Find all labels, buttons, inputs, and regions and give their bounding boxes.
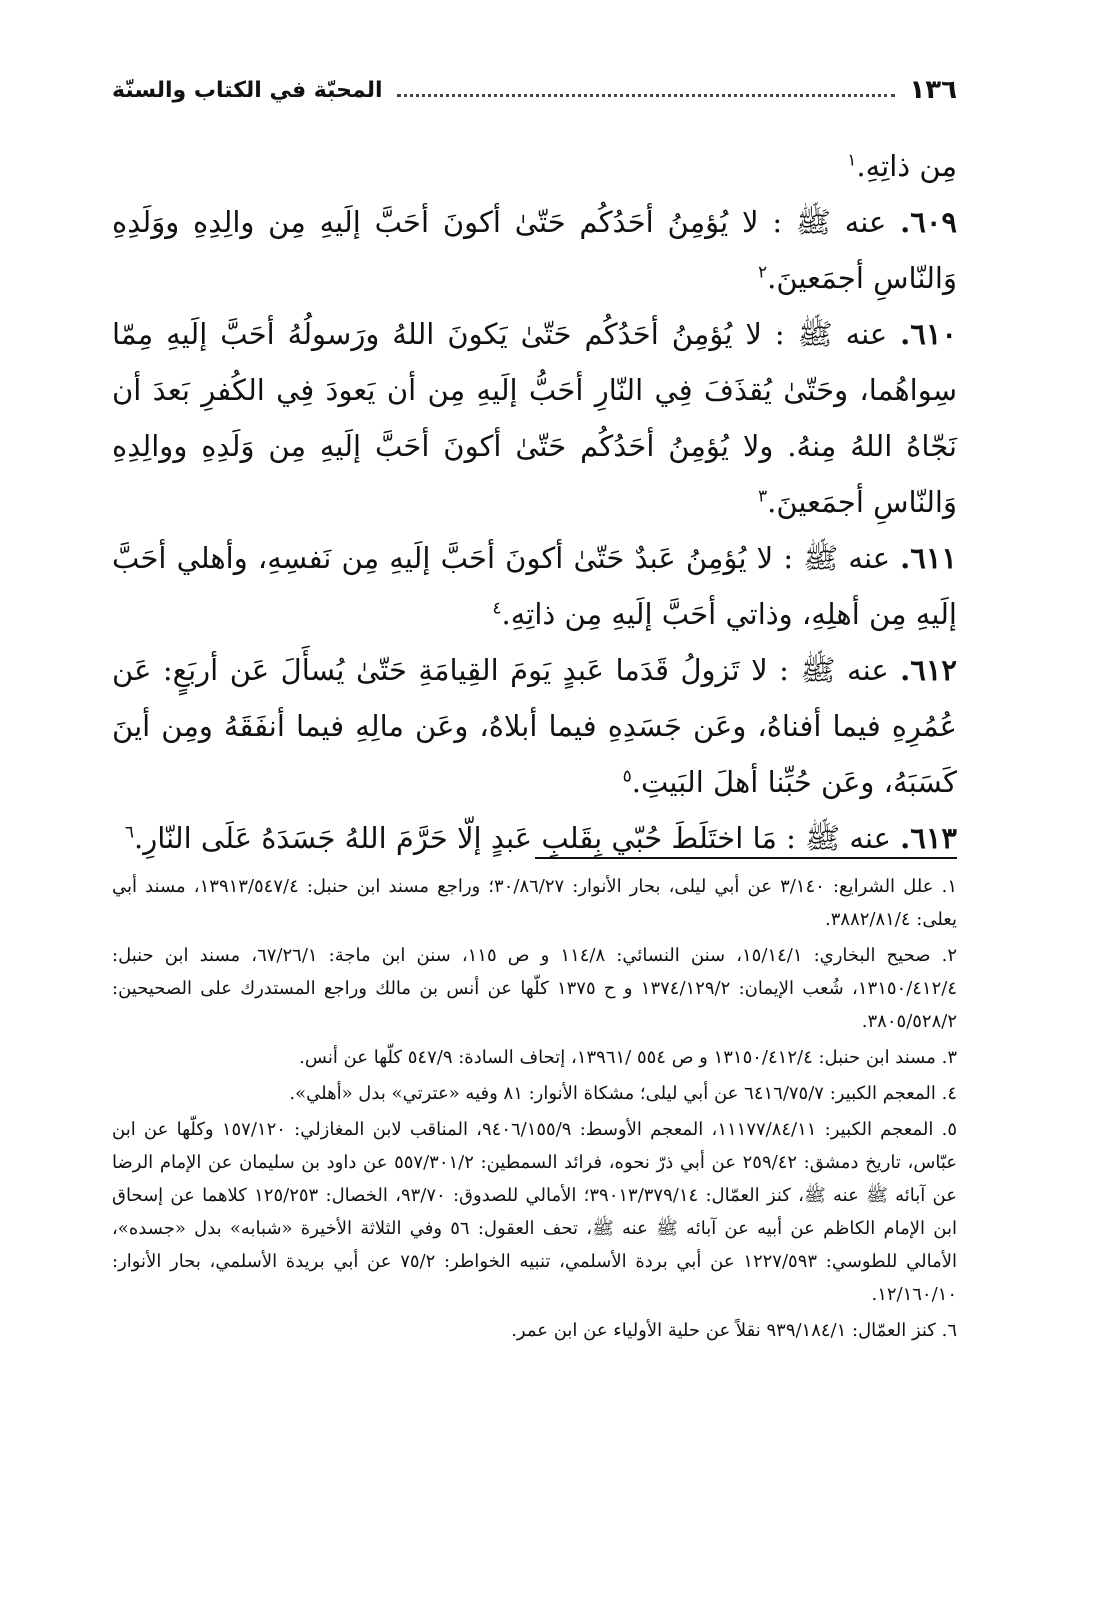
hadith-610 xyxy=(112,306,957,530)
continuation-text: مِن ذاتِهِ. xyxy=(856,149,957,183)
footnote-4: ٤. المعجم الكبير: ٦٤١٦/٧٥/٧ عن أبي ليلى؛ مشكاة الأنوار: ٨١ وفيه «عترتي» بدل «أهلي». xyxy=(289,1083,957,1104)
hadith-text: عنه ﷺ : لا يُؤمِنُ أحَدُكُم حَتّىٰ يَكونَ اللهُ ورَسولُهُ أحَبَّ إلَيهِ مِمّا سِواهُما، وحَتّىٰ يُقذَفَ فِي النّارِ أحَبُّ إلَيهِ مِن أن يَعودَ فِي الكُفرِ بَعدَ أن نَجّاهُ اللهُ مِنهُ. ولا يُؤمِنُ أحَدُكُم حَتّىٰ أكونَ أحَبَّ إلَيهِ مِن وَلَدِهِ ووالِدِهِ وَالنّاسِ أجمَعينَ. xyxy=(112,317,957,519)
hadith-612 xyxy=(112,642,957,810)
header-dotted-leader xyxy=(397,94,896,97)
hadith-text: عنه ﷺ : لا تَزولُ قَدَما عَبدٍ يَومَ القِيامَةِ حَتّىٰ يُسأَلَ عَن أربَعٍ: عَن عُمُرِهِ فيما أفناهُ، وعَن جَسَدِهِ فيما أبلاهُ، وعَن مالِهِ فيما أنفَقَهُ ومِن أينَ كَسَبَهُ، وعَن حُبِّنا أهلَ البَيتِ. xyxy=(112,653,957,799)
hadith-text-block xyxy=(112,138,957,866)
footnotes xyxy=(112,870,957,1350)
footnote-ref: ٤ xyxy=(492,598,502,619)
hadith-text: عنه ﷺ : لا يُؤمِنُ أحَدُكُم حَتّىٰ أكونَ أحَبَّ إلَيهِ مِن والِدِهِ ووَلَدِهِ وَالنّاسِ أجمَعينَ. xyxy=(112,205,957,295)
continuation-line xyxy=(112,138,957,194)
page-number: ١٣٦ xyxy=(909,75,957,105)
footnote-ref: ٦ xyxy=(124,822,134,843)
hadith-number: ٦١١. xyxy=(900,541,957,575)
footnote-2: ٢. صحيح البخاري: ١٥/١٤/١، سنن النسائي: ١١٤/٨ و ص ١١٥، سنن ابن ماجة: ٦٧/٢٦/١، مسند ابن حنبل: ١٣١٥٠/٤١٢/٤، شُعب الإيمان: ١٣٧٤/١٢٩/٢ و ح ١٣٧٥ كلّها عن أنس بن مالك وراجع المستدرك على الصحيحين: ٣٨٠٥/٥٢٨/٢. xyxy=(112,945,957,1032)
footnote-ref: ٣ xyxy=(757,486,768,507)
hadith-611 xyxy=(112,530,957,642)
footnote-5: ٥. المعجم الكبير: ١١١٧٧/٨٤/١١، المعجم الأوسط: ٩٤٠٦/١٥٥/٩، المناقب لابن المغازلي: ١٥٧/١٢٠ وكلّها عن ابن عبّاس، تاريخ دمشق: ٢٥٩/٤٢ عن أبي ذرّ نحوه، فرائد السمطين: ٥٥٧/٣٠١/٢ عن داود بن سليمان عن الإمام الرضا عن آبائه ﷺ عنه ﷺ، كنز العمّال: ٣٩٠١٣/٣٧٩/١٤؛ الأمالي للصدوق: ٩٣/٧٠، الخصال: ١٢٥/٢٥٣ كلاهما عن إسحاق ابن الإمام الكاظم عن أبيه عن آبائه ﷺ عنه ﷺ، تحف العقول: ٥٦ وفي الثلاثة الأخيرة «شبابه» بدل «جسده»، الأمالي للطوسي: ١٢٢٧/٥٩٣ عن أبي بردة الأسلمي، تنبيه الخواطر: ٧٥/٢ عن أبي بريدة الأسلمي، بحار الأنوار: ١٢/١٦٠/١٠. xyxy=(112,1119,958,1305)
hadith-number: ٦١٠. xyxy=(900,317,957,351)
footnote-ref: ٥ xyxy=(622,766,632,787)
hadith-number: ٦٠٩. xyxy=(900,205,958,239)
footnote-ref: ١ xyxy=(847,150,857,171)
footnote-ref: ٢ xyxy=(757,262,768,283)
hadith-number: ٦١٣. xyxy=(900,821,957,855)
hadith-text: عنه ﷺ : لا يُؤمِنُ عَبدٌ حَتّىٰ أكونَ أحَبَّ إلَيهِ مِن نَفسِهِ، وأهلي أحَبَّ إلَيهِ مِن أهلِهِ، وذاتي أحَبَّ إلَيهِ مِن ذاتِهِ. xyxy=(112,541,957,631)
footnote-1: ١. علل الشرايع: ٣/١٤٠ عن أبي ليلى، بحار الأنوار: ٣٠/٨٦/٢٧؛ وراجع مسند ابن حنبل: ١٣٩١٣/٥٤٧/٤، مسند أبي يعلى: ٣٨٨٢/٨١/٤. xyxy=(112,876,957,930)
hadith-609 xyxy=(112,194,957,306)
footnote-divider xyxy=(535,857,957,859)
page-header xyxy=(112,70,957,110)
hadith-number: ٦١٢. xyxy=(900,653,958,687)
footnote-6: ٦. كنز العمّال: ٩٣٩/١٨٤/١ نقلاً عن حلية الأولياء عن ابن عمر. xyxy=(511,1320,957,1341)
hadith-text: عنه ﷺ : مَا اختَلَطَ حُبّي بِقَلبِ عَبدٍ إلّا حَرَّمَ اللهُ جَسَدَهُ عَلَى النّارِ. xyxy=(134,821,891,855)
running-title: المحبّة في الكتاب والسنّة xyxy=(112,77,383,103)
footnote-3: ٣. مسند ابن حنبل: ١٣١٥٠/٤١٢/٤ و ص ٥٥٤ /١٣٩٦١، إتحاف السادة: ٥٤٧/٩ كلّها عن أنس. xyxy=(299,1047,957,1068)
